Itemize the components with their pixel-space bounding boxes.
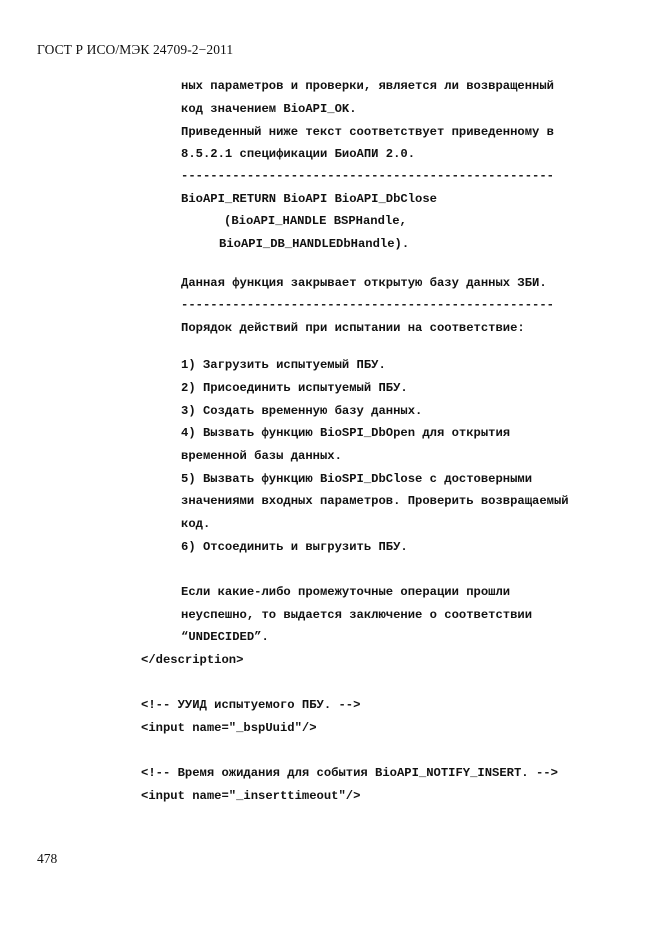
page-number: 478 (37, 851, 58, 866)
code-line: код значением BioAPI_OK. (181, 102, 357, 116)
separator-line: --------------------------------------------------- (181, 298, 554, 312)
code-line: Данная функция закрывает открытую базу данных ЗБИ. (181, 276, 547, 290)
code-line: Если какие-либо промежуточные операции прошли (181, 585, 511, 599)
document-header: ГОСТ Р ИСО/МЭК 24709-2−2011 (37, 42, 234, 57)
list-item: временной базы данных. (181, 449, 342, 463)
code-line: BioAPI_RETURN BioAPI BioAPI_DbClose (181, 192, 437, 206)
code-line: (BioAPI_HANDLE BSPHandle, (224, 214, 407, 228)
code-line: ных параметров и проверки, является ли возвращенный (181, 79, 554, 93)
list-item: 3) Создать временную базу данных. (181, 404, 423, 418)
list-item: 1) Загрузить испытуемый ПБУ. (181, 358, 386, 372)
code-line: “UNDECIDED”. (181, 630, 269, 644)
separator-line: --------------------------------------------------- (181, 169, 554, 183)
xml-comment: <!-- УУИД испытуемого ПБУ. --> (141, 698, 361, 712)
xml-comment: <!-- Время ожидания для события BioAPI_NOTIFY_INSERT. --> (141, 766, 558, 780)
list-item: 4) Вызвать функцию BioSPI_DbOpen для открытия (181, 426, 511, 440)
code-line: неуспешно, то выдается заключение о соответствии (181, 608, 533, 622)
code-line: 8.5.2.1 спецификации БиоАПИ 2.0. (181, 147, 416, 161)
code-line: BioAPI_DB_HANDLEDbHandle). (219, 237, 410, 251)
list-item: значениями входных параметров. Проверить возвращаемый (181, 494, 569, 508)
code-line: Приведенный ниже текст соответствует приведенному в (181, 125, 554, 139)
xml-input-element: <input name="_bspUuid"/> (141, 721, 317, 735)
xml-input-element: <input name="_inserttimeout"/> (141, 789, 361, 803)
list-item: 6) Отсоединить и выгрузить ПБУ. (181, 540, 408, 554)
list-item: код. (181, 517, 211, 531)
list-item: 2) Присоединить испытуемый ПБУ. (181, 381, 408, 395)
code-line: Порядок действий при испытании на соответствие: (181, 321, 525, 335)
list-item: 5) Вызвать функцию BioSPI_DbClose с достоверными (181, 472, 533, 486)
xml-closing-tag: </description> (141, 653, 244, 667)
